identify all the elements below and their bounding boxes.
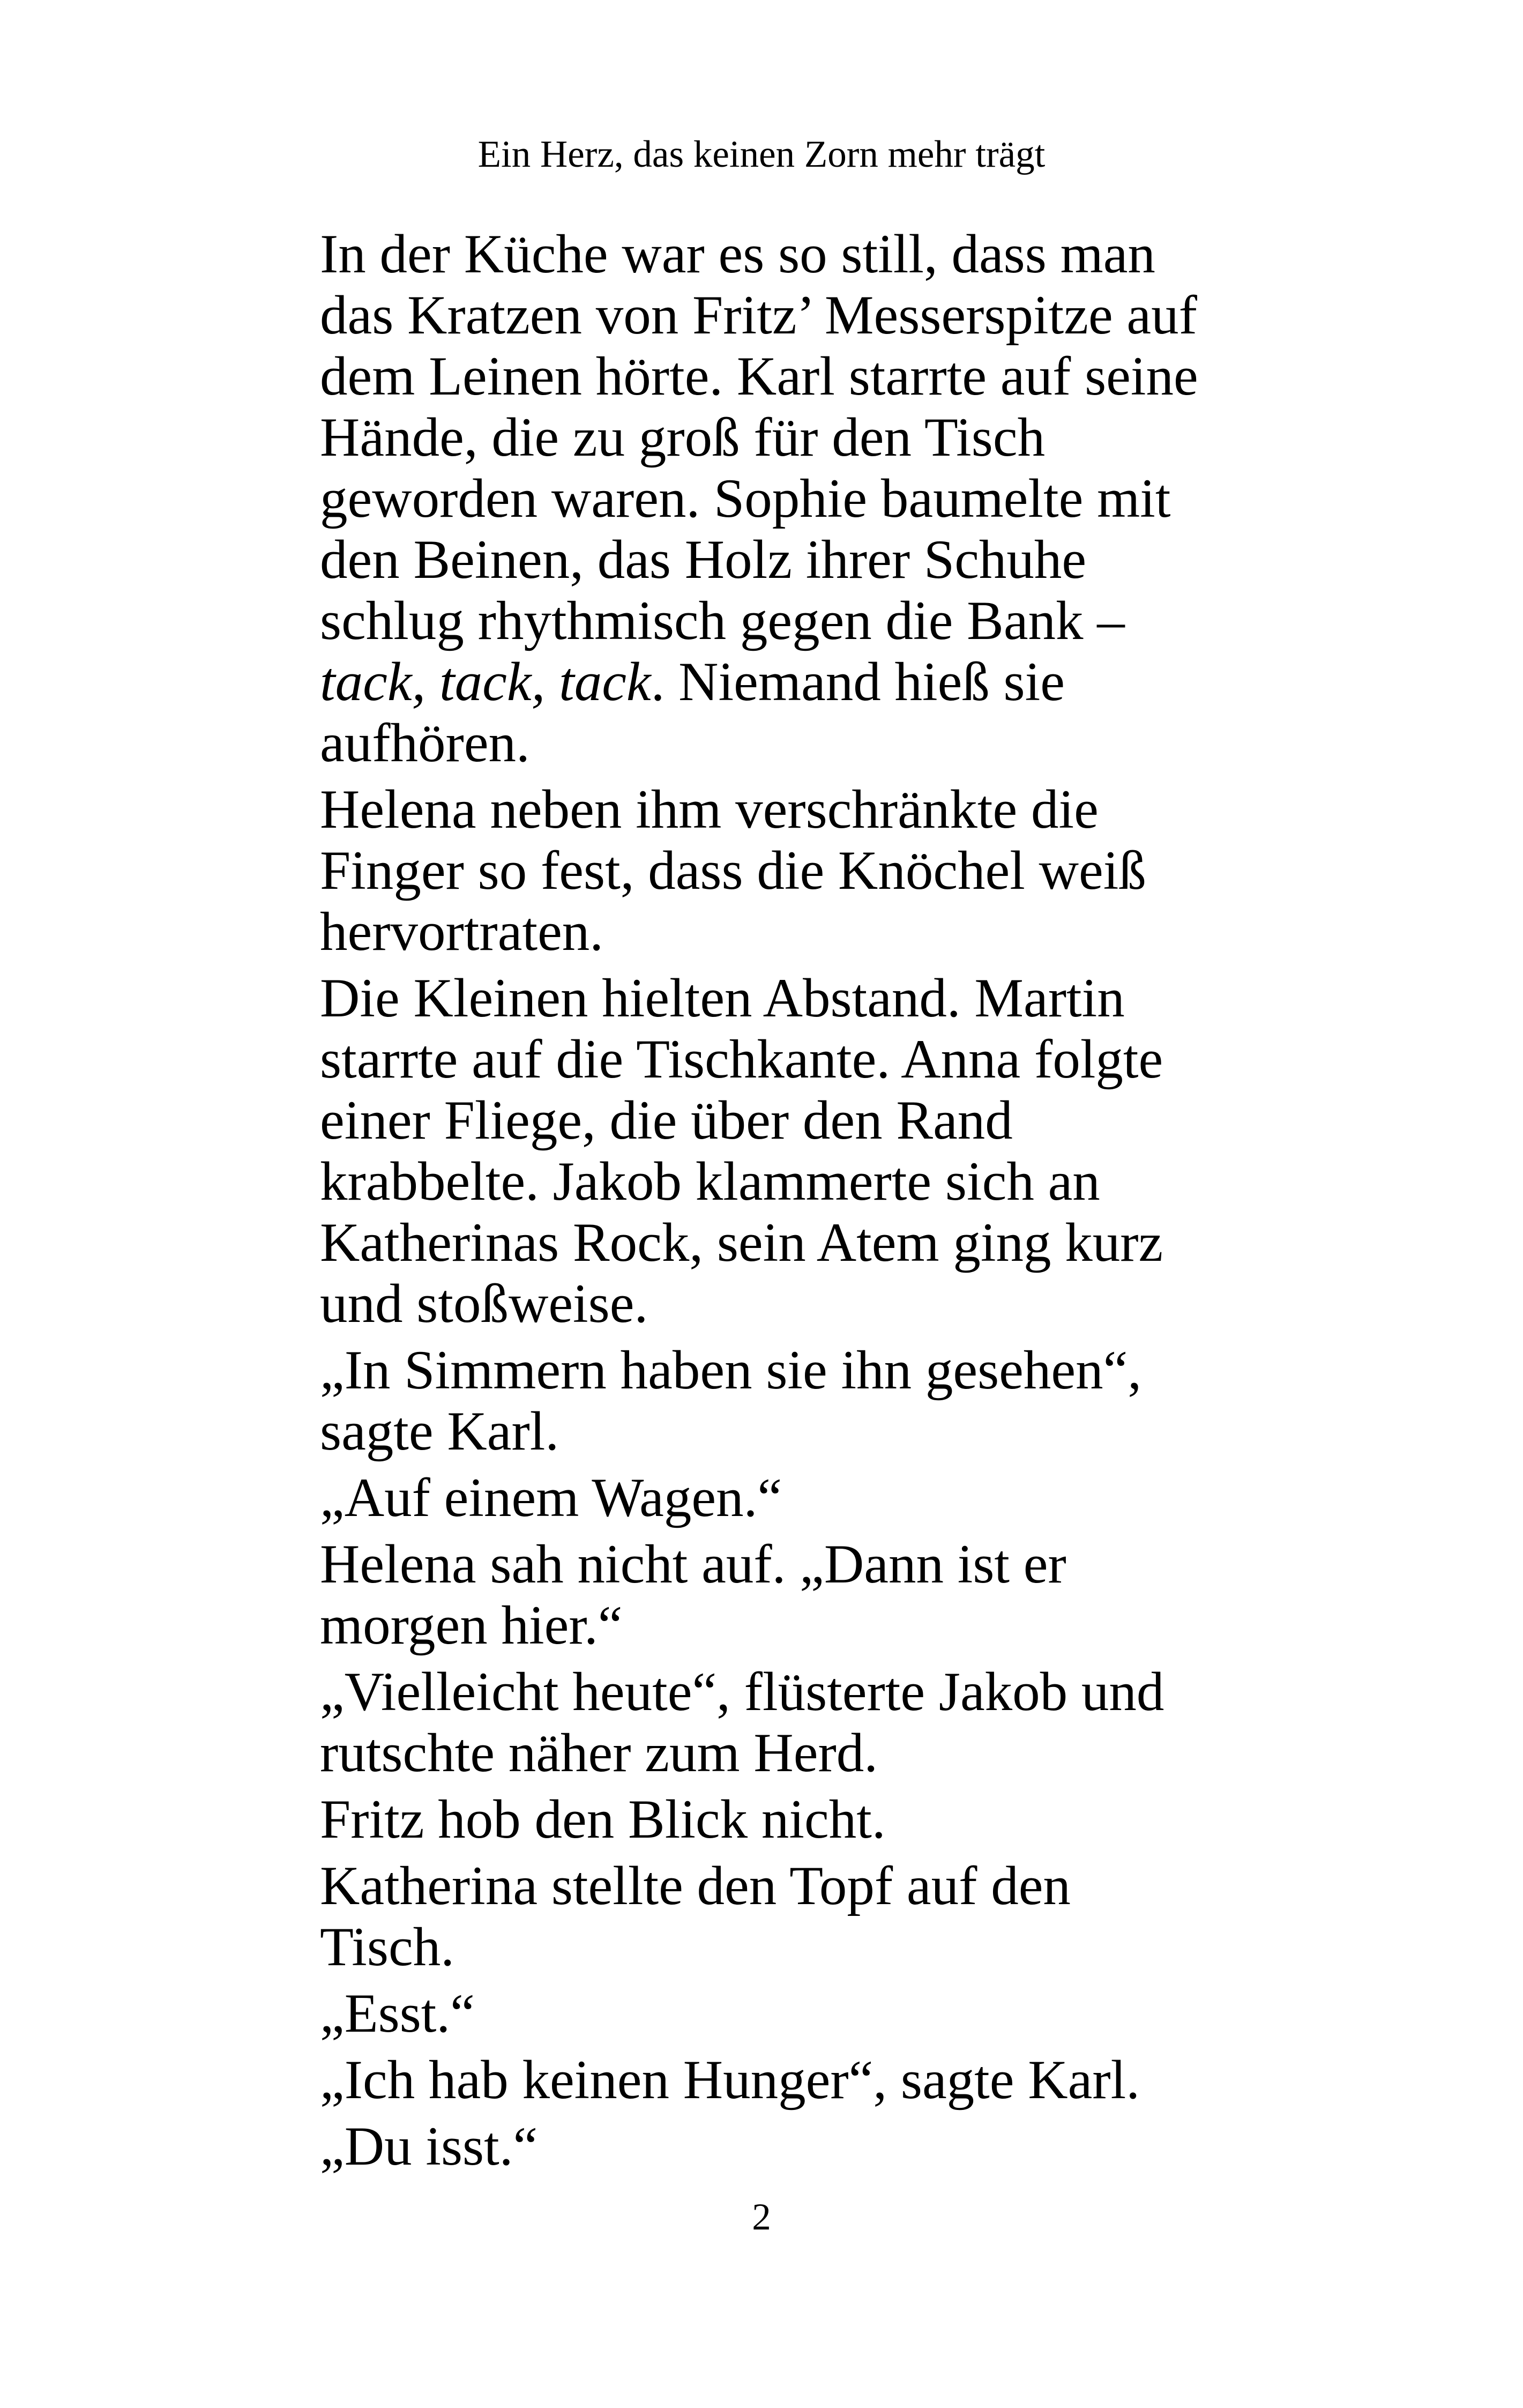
dialogue-line: „Esst.“ bbox=[320, 1983, 475, 2044]
italic-emphasis: tack, tack, tack bbox=[320, 651, 651, 712]
dialogue-line: „Ich hab keinen Hunger“, sagte Karl. bbox=[320, 2049, 1140, 2110]
dialogue-line: Helena sah nicht auf. „Dann ist er morgen hier.“ bbox=[320, 1534, 1066, 1656]
dialogue-line: „Vielleicht heute“, flüsterte Jakob und rutschte näher zum Herd. bbox=[320, 1661, 1164, 1783]
dialogue-line: „In Simmern haben sie ihn gesehen“, sagte Karl. bbox=[320, 1340, 1142, 1462]
page-number: 2 bbox=[752, 2196, 771, 2238]
dialogue-line: „Auf einem Wagen.“ bbox=[320, 1467, 782, 1528]
paragraph-text: In der Küche war es so still, dass man das Kratzen von Fritz’ Messerspitze auf dem Leinen hörte. Karl starrte auf seine Hände, die zu groß für den Tisch geworden waren. Sophie baumelte mit den Beinen, das Holz ihrer Schuhe schlug rhythmisch gegen die Bank – bbox=[320, 224, 1198, 651]
running-head-title: Ein Herz, das keinen Zorn mehr trägt bbox=[477, 133, 1046, 175]
paragraph: Fritz hob den Blick nicht. bbox=[320, 1789, 886, 1850]
paragraph-text: . Niemand hieß sie aufhören. bbox=[320, 651, 1065, 774]
dialogue-line: „Du isst.“ bbox=[320, 2116, 538, 2177]
paragraph: Die Kleinen hielten Abstand. Martin starrte auf die Tischkante. Anna folgte einer Fliege, die über den Rand krabbelte. Jakob klammerte sich an Katherinas Rock, sein Atem ging kurz und stoßweise. bbox=[320, 968, 1163, 1334]
paragraph: Helena neben ihm verschränkte die Finger so fest, dass die Knöchel weiß hervortraten. bbox=[320, 779, 1146, 962]
body-text bbox=[320, 224, 1210, 2182]
paragraph: Katherina stellte den Topf auf den Tisch. bbox=[320, 1855, 1071, 1978]
paragraph bbox=[320, 224, 1210, 774]
